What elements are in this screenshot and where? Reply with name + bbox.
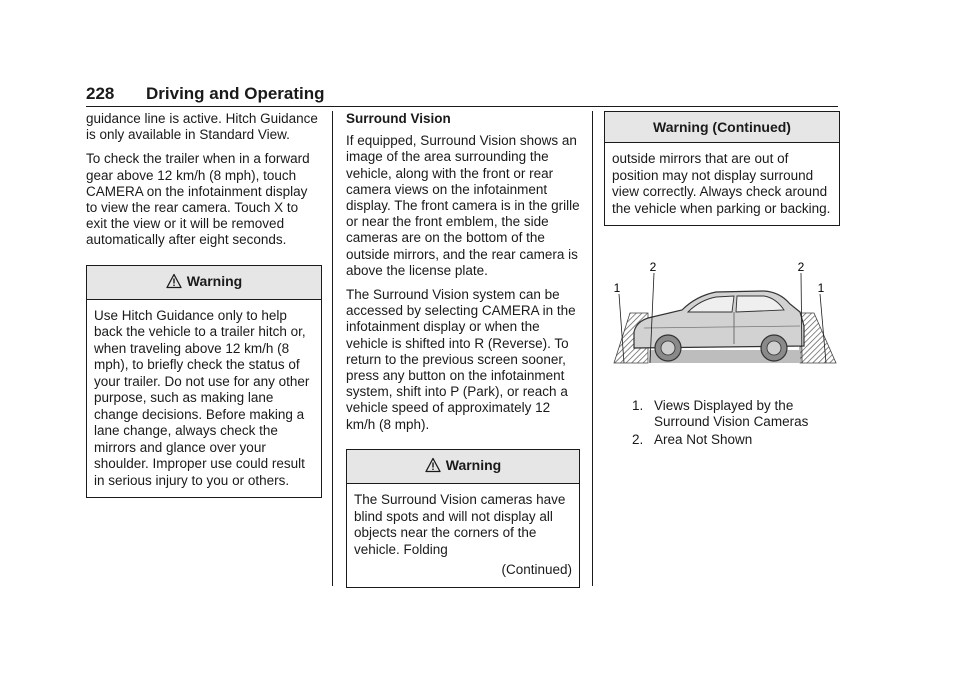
column-right	[604, 111, 840, 449]
page-number: 228	[86, 84, 115, 103]
legend-item	[604, 432, 840, 448]
warning-text: Use Hitch Guidance only to help back the vehicle to a trailer hitch or, when traveling above 12 km/h (8 mph), to briefly check the status of your trailer. Do not use for any other purpose, such as making lane change decisions. Before making a lane change, always check the mirrors and glance over your shoulder. Improper use could result in serious injury to you or others.	[94, 307, 310, 488]
warning-box	[346, 449, 580, 588]
paragraph: guidance line is active. Hitch Guidance is only available in Standard View.	[86, 111, 318, 143]
legend-item	[604, 398, 840, 430]
warning-header	[347, 450, 579, 484]
paragraph: The Surround Vision system can be accessed by selecting CAMERA in the infotainment display or when the vehicle is shifted into R (Reverse). To return to the previous screen sooner, press any button on the infotainment system, shift into P (Park), or reach a vehicle speed of approximately 12 km/h (8 mph).	[346, 287, 576, 432]
surround-vision-figure	[604, 260, 840, 370]
column-divider	[332, 111, 333, 586]
column-middle	[346, 111, 580, 588]
paragraph: To check the trailer when in a forward gear above 12 km/h (8 mph), touch CAMERA on the infotainment display to view the rear camera. Touch X to exit the view or it will be removed automatically after eight seconds.	[86, 151, 310, 248]
warning-icon	[425, 457, 441, 476]
callout-label-2: 2	[649, 260, 657, 275]
warning-title: Warning	[186, 272, 243, 289]
section-heading: Surround Vision	[346, 111, 451, 126]
camera-view-area-right	[800, 313, 836, 363]
callout-label-1: 1	[613, 281, 621, 296]
callout-label-2: 2	[797, 260, 805, 275]
warning-header	[87, 266, 321, 300]
warning-box-continued	[604, 111, 840, 226]
continued-label: (Continued)	[501, 562, 572, 578]
paragraph: If equipped, Surround Vision shows an image of the area surrounding the vehicle, along with the front or rear camera views on the infotainment display. The front camera is in the grille or near the front emblem, the side cameras are on the bottom of the outside mirrors, and the rear camera is above the license plate.	[346, 133, 580, 278]
legend-text: Views Displayed by the Surround Vision Cameras	[654, 398, 809, 430]
warning-text: The Surround Vision cameras have blind spots and will not display all objects near the corners of the vehicle. Folding	[354, 492, 566, 557]
warning-header: Warning (Continued)	[605, 112, 839, 143]
warning-title: Warning	[445, 456, 502, 473]
warning-icon	[166, 273, 182, 292]
warning-content	[347, 484, 579, 587]
callout-label-1: 1	[817, 281, 825, 296]
page-header	[86, 82, 838, 107]
legend-number: 1.	[632, 398, 644, 414]
column-divider	[592, 111, 593, 586]
warning-text: outside mirrors that are out of position may not display surround view correctly. Always check around the vehicle when parking or backing.	[612, 151, 831, 216]
column-left	[86, 111, 322, 498]
warning-box	[86, 265, 322, 499]
legend-number: 2.	[632, 431, 644, 447]
legend-text: Area Not Shown	[654, 431, 753, 447]
section-title: Driving and Operating	[146, 84, 325, 103]
figure-legend	[604, 398, 840, 448]
